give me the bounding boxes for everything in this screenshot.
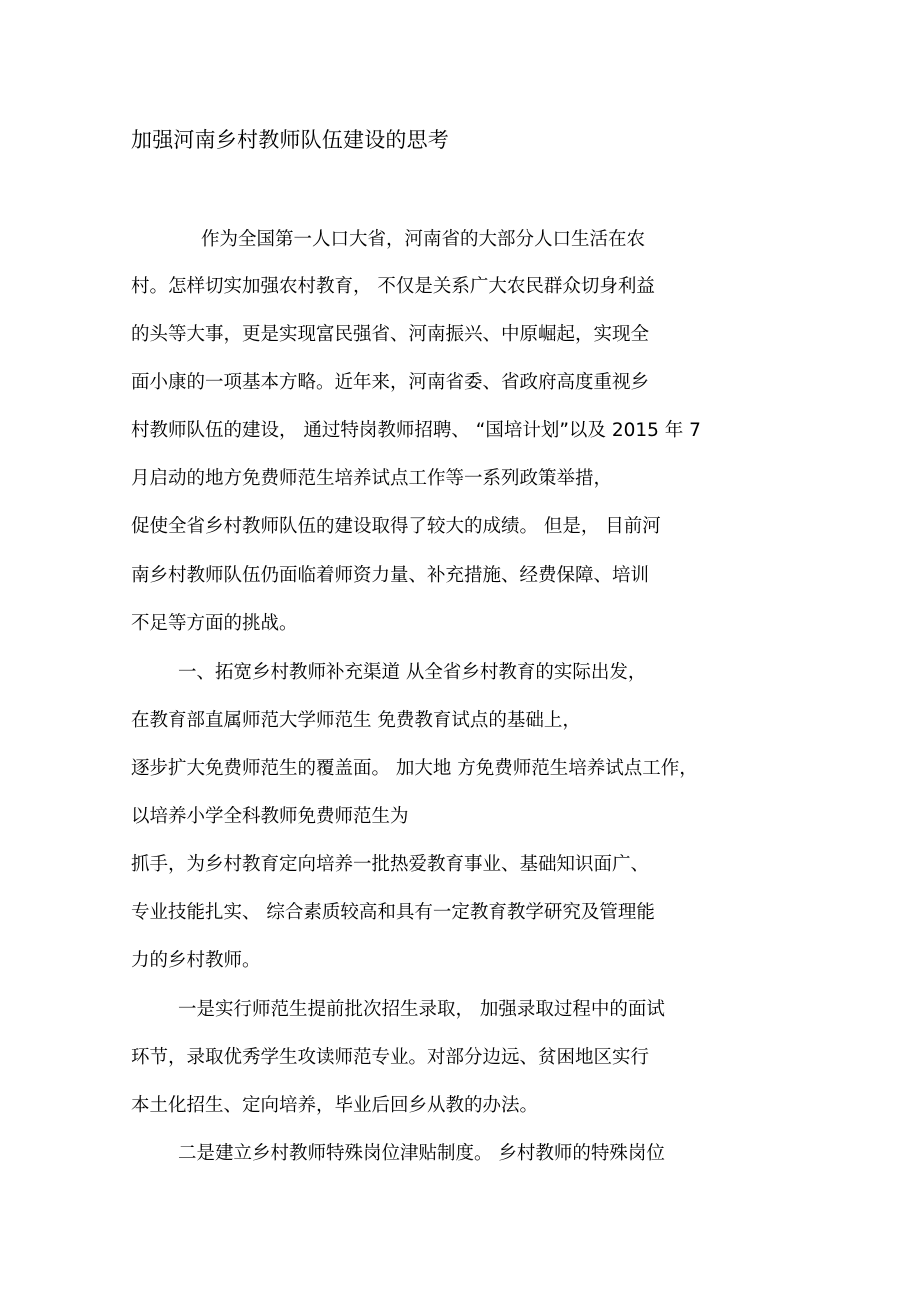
body-line: 在教育部直属师范大学师范生 免费教育试点的基础上，	[131, 710, 581, 731]
body-line: 南乡村教师队伍仍面临着师资力量、补充措施、经费保障、培训	[131, 565, 650, 586]
body-line: 一、拓宽乡村教师补充渠道 从全省乡村教育的实际出发，	[178, 662, 647, 683]
body-line: 不足等方面的挑战。	[131, 613, 298, 634]
body-line: 环节，录取优秀学生攻读师范专业。对部分边远、贫困地区实行	[131, 1047, 650, 1068]
body-line: 作为全国第一人口大省，河南省的大部分人口生活在农	[201, 229, 646, 250]
body-line: 抓手，为乡村教育定向培养一批热爱教育事业、基础知识面广、	[131, 854, 650, 875]
body-line: 以培养小学全科教师免费师范生为	[131, 806, 409, 827]
body-line: 逐步扩大免费师范生的覆盖面。 加大地 方免费师范生培养试点工作，	[131, 758, 698, 779]
body-line: 村教师队伍的建设， 通过特岗教师招聘、 “国培计划”以及 2015 年 7	[131, 420, 701, 441]
body-line: 一是实行师范生提前批次招生录取， 加强录取过程中的面试	[178, 999, 665, 1020]
body-line: 本土化招生、定向培养，毕业后回乡从教的办法。	[131, 1095, 539, 1116]
body-line: 专业技能扎实、 综合素质较高和具有一定教育教学研究及管理能	[131, 902, 655, 923]
body-line: 村。怎样切实加强农村教育， 不仅是关系广大农民群众切身利益	[131, 276, 655, 297]
body-line: 的头等大事，更是实现富民强省、河南振兴、中原崛起，实现全	[131, 324, 650, 345]
body-line: 促使全省乡村教师队伍的建设取得了较大的成绩。 但是， 目前河	[131, 516, 661, 537]
body-line: 月启动的地方免费师范生培养试点工作等一系列政策举措，	[131, 468, 613, 489]
body-line: 面小康的一项基本方略。近年来，河南省委、省政府高度重视乡	[131, 372, 650, 393]
body-line: 二是建立乡村教师特殊岗位津贴制度。 乡村教师的特殊岗位	[178, 1143, 665, 1164]
body-line: 力的乡村教师。	[131, 950, 261, 971]
document-title: 加强河南乡村教师队伍建设的思考	[131, 128, 449, 152]
